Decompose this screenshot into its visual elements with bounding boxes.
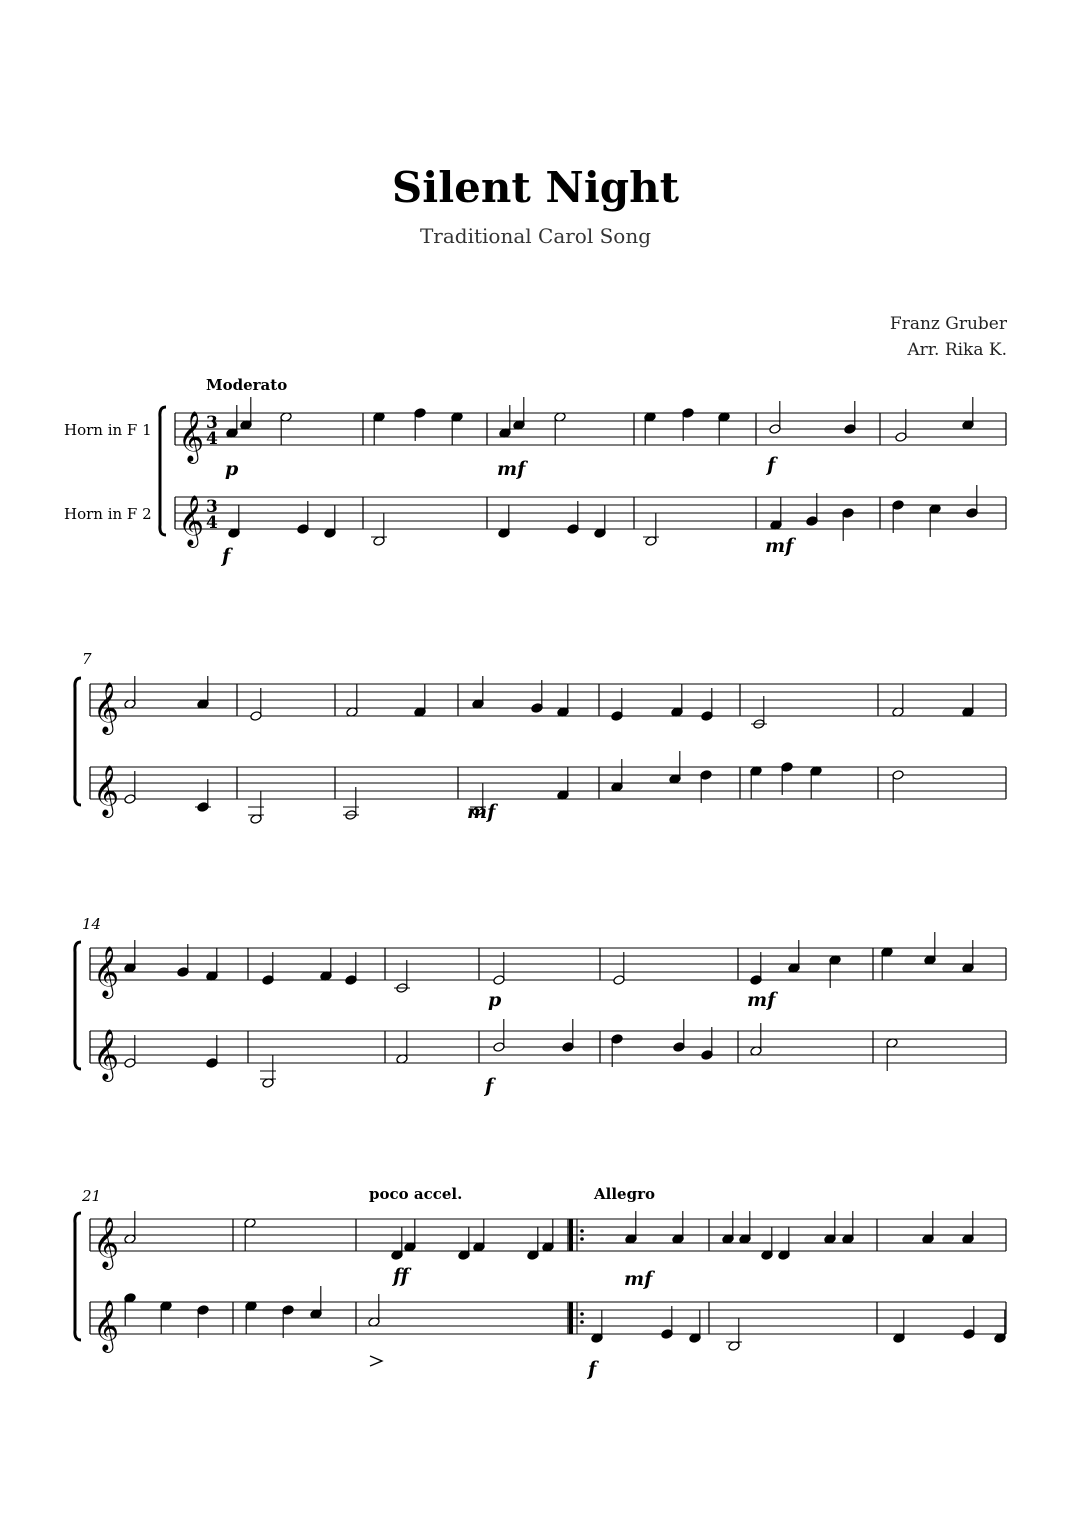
measure-number-7: 7 — [82, 650, 92, 668]
treble-clef-icon: 𝄞 — [93, 1300, 120, 1351]
repeat-dot — [580, 1312, 584, 1316]
dynamic-mf: mf — [467, 801, 496, 823]
treble-clef-icon: 𝄞 — [93, 946, 120, 997]
system-bracket — [160, 407, 166, 535]
repeat-dot — [580, 1229, 584, 1233]
system-bracket — [75, 942, 81, 1069]
treble-clef-icon: 𝄞 — [93, 1029, 120, 1080]
time-sig-top: 3 — [206, 413, 218, 433]
instrument-label-horn-1: Horn in F 1 — [64, 421, 152, 439]
dynamic-f: f — [222, 545, 231, 567]
dynamic-mf: mf — [747, 989, 776, 1011]
treble-clef-icon: 𝄞 — [93, 1217, 120, 1268]
dynamic-ff: ff — [393, 1265, 409, 1287]
tempo-moderato: Moderato — [206, 376, 288, 394]
dynamic-mf: mf — [624, 1268, 653, 1290]
system-bracket — [75, 678, 81, 805]
time-sig-bottom: 4 — [206, 513, 218, 533]
score-subtitle: Traditional Carol Song — [419, 224, 652, 248]
arranger-name: Arr. Rika K. — [907, 340, 1007, 360]
dynamic-p: p — [488, 989, 502, 1011]
treble-clef-icon: 𝄞 — [93, 682, 120, 733]
score-title: Silent Night — [391, 163, 680, 212]
repeat-dot — [580, 1237, 584, 1241]
composer-name: Franz Gruber — [889, 314, 1007, 334]
accent-mark — [370, 1356, 382, 1366]
system-bracket — [75, 1213, 81, 1340]
time-sig-bottom: 4 — [206, 429, 218, 449]
repeat-dot — [580, 1320, 584, 1324]
tempo-poco-accel: poco accel. — [369, 1185, 463, 1203]
dynamic-f: f — [485, 1075, 494, 1097]
time-sig-top: 3 — [206, 497, 218, 517]
treble-clef-icon: 𝄞 — [178, 495, 205, 546]
dynamic-p: p — [225, 458, 239, 480]
dynamic-f: f — [767, 454, 776, 476]
treble-clef-icon: 𝄞 — [93, 765, 120, 816]
dynamic-f: f — [588, 1358, 597, 1380]
dynamic-mf: mf — [765, 535, 794, 557]
measure-number-14: 14 — [82, 915, 102, 933]
tempo-allegro: Allegro — [594, 1185, 655, 1203]
measure-number-21: 21 — [82, 1187, 102, 1205]
instrument-label-horn-2: Horn in F 2 — [64, 505, 152, 523]
dynamic-mf: mf — [497, 458, 526, 480]
treble-clef-icon: 𝄞 — [178, 411, 205, 462]
